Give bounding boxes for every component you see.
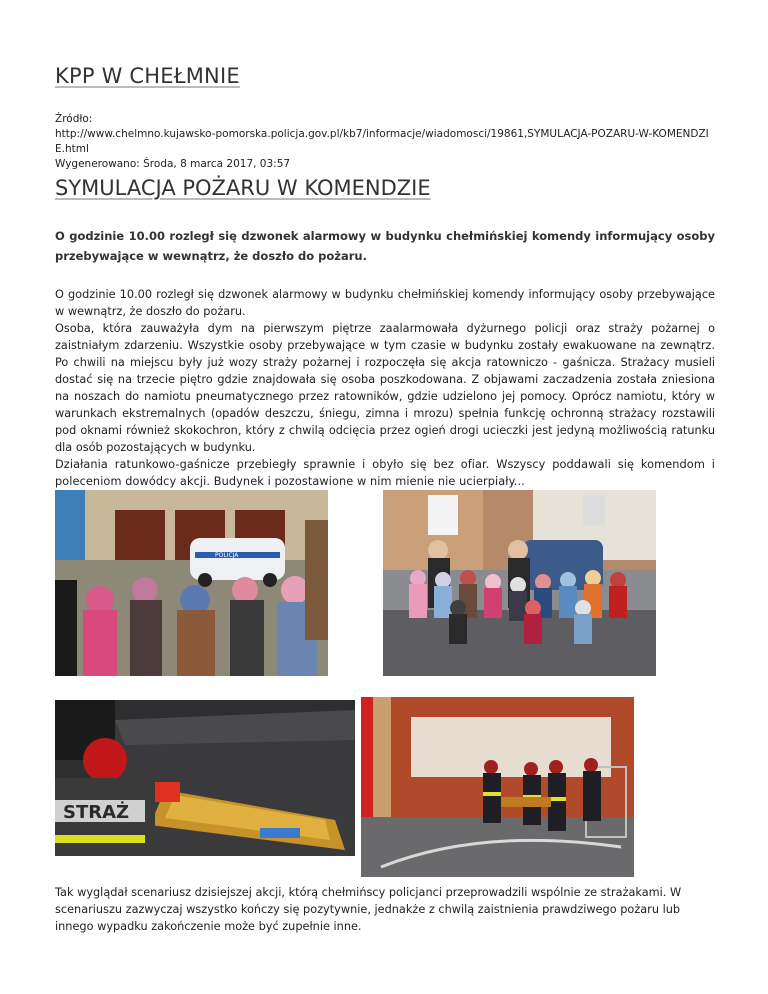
police-car-label: POLICJA: [215, 552, 239, 559]
photo-children-police-car: [55, 490, 328, 676]
photo-firefighters-building: [361, 697, 634, 877]
firefighter-jacket-text: STRAŻ: [63, 802, 130, 823]
article-body: [55, 286, 715, 490]
photo-rescue-stretcher: [55, 700, 355, 856]
source-meta: [55, 112, 715, 172]
site-title: KPP W CHEŁMNIE: [55, 64, 240, 88]
article-title: SYMULACJA POŻARU W KOMENDZIE: [55, 176, 431, 200]
source-url[interactable]: http://www.chelmno.kujawsko-pomorska.policja.gov.pl/kb7/informacje/wiadomosci/19861,SYMULACJA-POZARU-W-KOMENDZIE.html: [55, 128, 709, 155]
photo-children-group: [383, 490, 656, 676]
article-paragraph: O godzinie 10.00 rozległ się dzwonek alarmowy w budynku chełmińskiej komendy informujący osoby przebywające w wewnątrz, że doszło do pożaru.: [55, 288, 715, 318]
article-paragraph: Osoba, która zauważyła dym na pierwszym piętrze zaalarmowała dyżurnego policji oraz straży pożarnej o zaistniałym zdarzeniu. Wszystkie osoby przebywające w tym czasie w budynku zostały ewakuowane na zewnątrz. Po chwili na miejscu były już wozy straży pożarnej i rozpoczęła się akcja ratowniczo - gaśnicza. Strażacy musieli dostać się na trzecie piętro gdzie znajdowała się osoba poszkodowana. Z objawami zaczadzenia została zniesiona na noszach do namiotu pneumatycznego przez ratowników, gdzie udzielono jej pomocy. Oprócz namiotu, który w warunkach ekstremalnych (opadów deszczu, śniegu, zimna i mrozu) spełnia funkcję ochronną strażacy rozstawili pod oknami również skokochron, który z chwilą odcięcia przez ogień drogi ucieczki jest jedyną możliwością ratunku dla osób pozostających w budynku.: [55, 322, 715, 454]
generated-date: Wygenerowano: Środa, 8 marca 2017, 03:57: [55, 158, 291, 170]
article-lead: O godzinie 10.00 rozległ się dzwonek alarmowy w budynku chełmińskiej komendy informujący osoby przebywające w wewnątrz, że doszło do pożaru.: [55, 229, 715, 263]
source-label: Źródło:: [55, 113, 93, 125]
article-paragraph: Działania ratunkowo-gaśnicze przebiegły sprawnie i obyło się bez ofiar. Wszyscy poddawali się komendom i poleceniom dowódcy akcji. Budynek i pozostawione w nim mienie nie ucierpiały...: [55, 458, 715, 488]
photo-caption: Tak wyglądał scenariusz dzisiejszej akcji, którą chełmińscy policjanci przeprowadzili wspólnie ze strażakami. W scenariuszu zazwyczaj wszystko kończy się pozytywnie, jednakże z chwilą zaistnienia prawdziwego pożaru lub innego wypadku zakończenie może być zupełnie inne.: [55, 886, 682, 933]
